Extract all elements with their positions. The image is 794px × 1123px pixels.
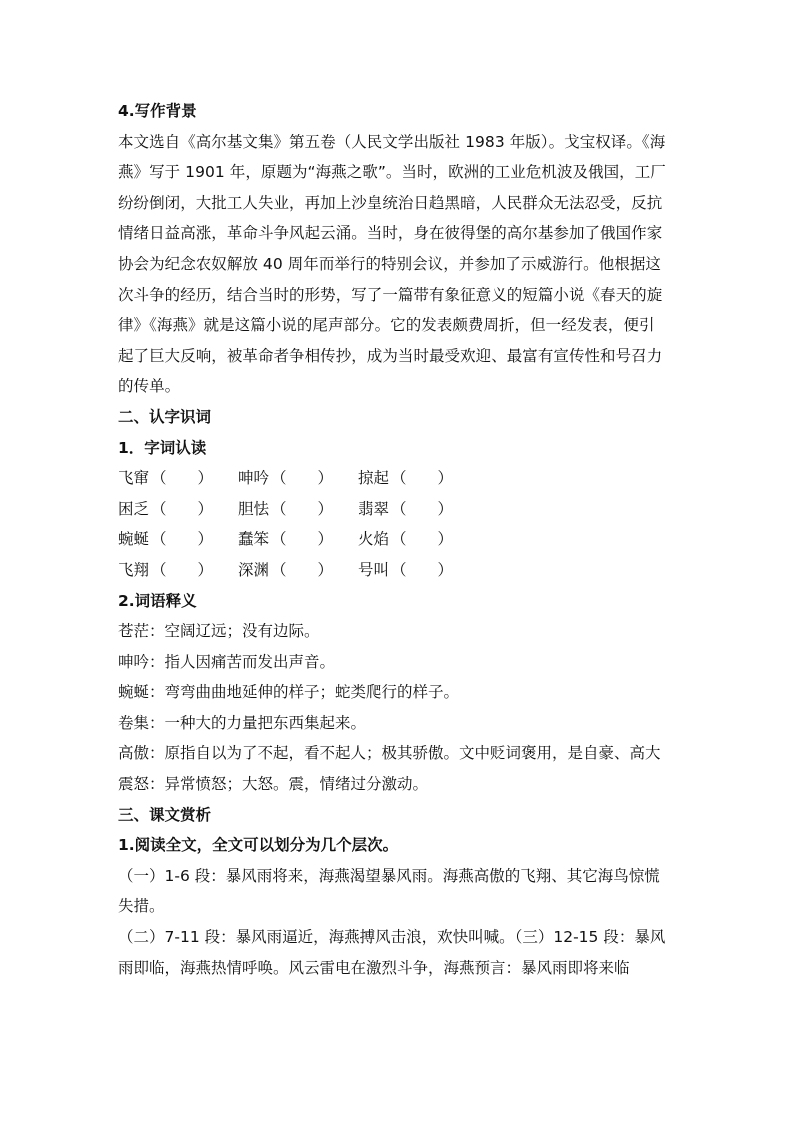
word-row xyxy=(118,524,678,555)
word-item xyxy=(358,463,478,494)
pinyin-blank: （ ） xyxy=(391,499,454,518)
word-text: 困乏 xyxy=(118,499,150,518)
word-text: 蠢笨 xyxy=(238,530,270,549)
word-item xyxy=(238,494,358,525)
paragraph-line: 协会为纪念农奴解放 40 周年而举行的特别会议，并参加了示威游行。他根据这 xyxy=(118,254,661,273)
word-item xyxy=(358,494,478,525)
section-three-heading: 三、课文赏析 xyxy=(118,805,212,824)
word-item xyxy=(238,463,358,494)
word-reading-grid xyxy=(118,463,678,585)
definition-item: 震怒：异常愤怒；大怒。震，情绪过分激动。 xyxy=(118,775,429,794)
definitions-list xyxy=(118,616,678,800)
paragraph-line: 失措。 xyxy=(118,897,165,916)
pinyin-blank: （ ） xyxy=(391,469,454,488)
writing-background-heading: 4.写作背景 xyxy=(118,102,197,120)
pinyin-blank: （ ） xyxy=(271,499,334,518)
word-text: 深渊 xyxy=(238,560,270,579)
paragraph-line: （一）1-6 段：暴风雨将来，海燕渴望暴风雨。海燕高傲的飞翔、其它海鸟惊慌 xyxy=(118,866,660,885)
paragraph-line: 的传单。 xyxy=(118,377,181,396)
paragraph-line: 情绪日益高涨，革命斗争风起云涌。当时，身在彼得堡的高尔基参加了俄国作家 xyxy=(118,224,663,243)
word-item xyxy=(118,555,238,586)
writing-background-paragraph xyxy=(118,127,678,402)
word-row xyxy=(118,555,678,586)
word-text: 掠起 xyxy=(358,469,390,488)
paragraph-line: 燕》写于 1901 年，原题为“海燕之歌”。当时，欧洲的工业危机波及俄国，工厂 xyxy=(118,163,666,182)
definitions-subheading: 2.词语释义 xyxy=(118,591,197,610)
word-item xyxy=(358,524,478,555)
word-text: 火焰 xyxy=(358,530,390,549)
definition-item: 蜿蜒：弯弯曲曲地延伸的样子；蛇类爬行的样子。 xyxy=(118,683,460,702)
word-item xyxy=(118,524,238,555)
word-item xyxy=(358,555,478,586)
section-two-heading: 二、认字识词 xyxy=(118,407,212,426)
paragraph-line: 起了巨大反响，被革命者争相传抄，成为当时最受欢迎、最富有宣传性和号召力 xyxy=(118,346,663,365)
pinyin-blank: （ ） xyxy=(151,530,214,549)
paragraph-line: 律》《海燕》就是这篇小说的尾声部分。它的发表颇费周折，但一经发表，便引 xyxy=(118,316,655,335)
word-item xyxy=(118,463,238,494)
pinyin-blank: （ ） xyxy=(151,499,214,518)
pinyin-blank: （ ） xyxy=(391,530,454,549)
definition-item: 呻吟：指人因痛苦而发出声音。 xyxy=(118,652,336,671)
analysis-subheading: 1.阅读全文，全文可以划分为几个层次。 xyxy=(118,836,399,855)
document-page xyxy=(118,96,678,983)
paragraph-line: 纷纷倒闭，大批工人失业，再加上沙皇统治日趋黑暗，人民群众无法忍受，反抗 xyxy=(118,193,663,212)
word-text: 胆怯 xyxy=(238,499,270,518)
word-text: 飞窜 xyxy=(118,469,150,488)
pinyin-blank: （ ） xyxy=(271,530,334,549)
word-text: 翡翠 xyxy=(358,499,390,518)
word-row xyxy=(118,463,678,494)
word-item xyxy=(118,494,238,525)
pinyin-blank: （ ） xyxy=(151,469,214,488)
paragraph-line: 雨即临，海燕热情呼唤。风云雷电在激烈斗争，海燕预言：暴风雨即将来临 xyxy=(118,958,630,977)
word-item xyxy=(238,524,358,555)
paragraph-line: （二）7-11 段：暴风雨逼近，海燕搏风击浪，欢快叫喊。（三）12-15 段：暴风 xyxy=(118,928,666,947)
word-text: 飞翔 xyxy=(118,560,150,579)
definition-item: 高傲：原指自以为了不起，看不起人；极其骄傲。文中贬词褒用，是自豪、高大 xyxy=(118,744,661,763)
pinyin-blank: （ ） xyxy=(391,560,454,579)
definition-item: 卷集：一种大的力量把东西集起来。 xyxy=(118,713,367,732)
word-text: 号叫 xyxy=(358,560,390,579)
analysis-paragraph xyxy=(118,861,678,983)
paragraph-line: 次斗争的经历，结合当时的形势，写了一篇带有象征意义的短篇小说《春天的旋 xyxy=(118,285,663,304)
word-item xyxy=(238,555,358,586)
word-reading-subheading: 1．字词认读 xyxy=(118,438,207,457)
pinyin-blank: （ ） xyxy=(271,469,334,488)
pinyin-blank: （ ） xyxy=(271,560,334,579)
definition-item: 苍茫：空阔辽远；没有边际。 xyxy=(118,622,320,641)
word-text: 蜿蜒 xyxy=(118,530,150,549)
word-row xyxy=(118,494,678,525)
pinyin-blank: （ ） xyxy=(151,560,214,579)
word-text: 呻吟 xyxy=(238,469,270,488)
paragraph-line: 本文选自《高尔基文集》第五卷（人民文学出版社 1983 年版）。戈宝权译。《海 xyxy=(118,132,666,151)
